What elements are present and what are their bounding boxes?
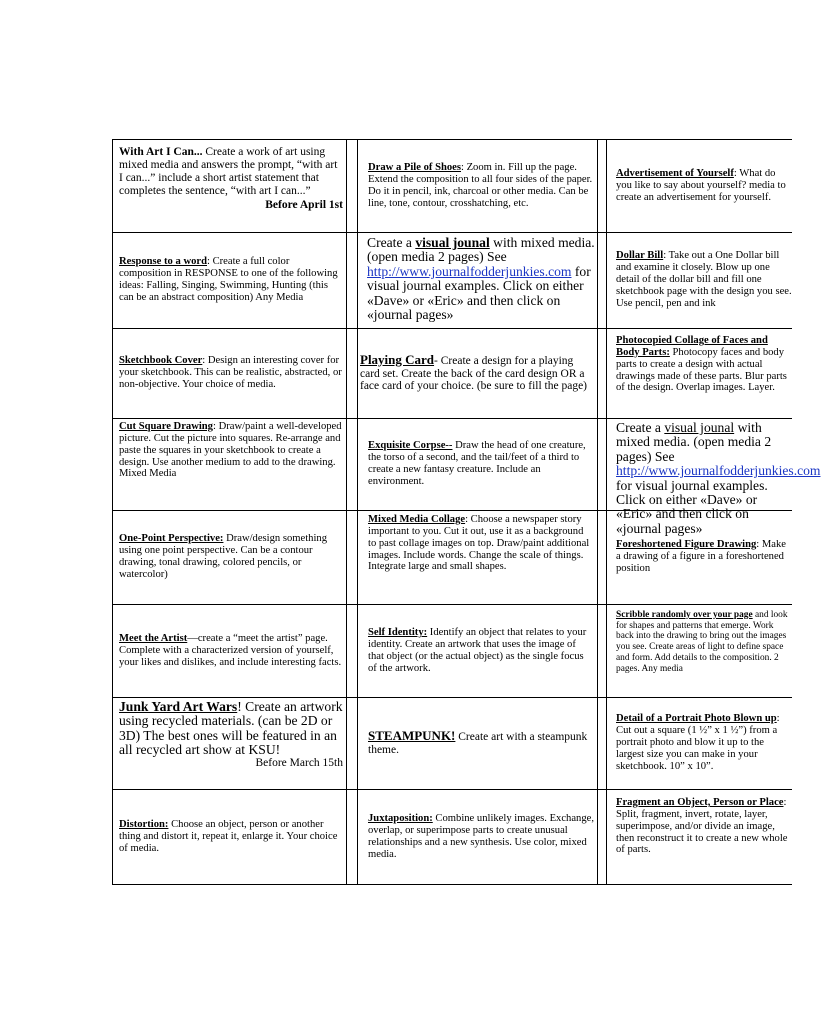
row-divider (112, 884, 792, 885)
assignment-text: : What do you like to say about yourself? media to create an advertisement for yourself. (616, 168, 786, 203)
assignment-cell (119, 607, 343, 695)
row-divider (112, 789, 792, 790)
assignment-cell (616, 700, 792, 786)
assignment-text: with mixed media. (open media 2 pages) See (616, 420, 772, 464)
assignment-deadline: Before March 15th (255, 756, 343, 769)
assignment-title: Distortion: (119, 819, 169, 831)
assignment-cell (368, 700, 594, 786)
assignment-title: visual jounal (664, 420, 735, 435)
assignment-title: Mixed Media Collage (368, 514, 466, 525)
journal-link[interactable]: http://www.journalfodderjunkies.com (616, 463, 821, 479)
assignment-text: : Create a full color composition in RESPONSE to one of the following ideas: Falling, Singing, Swimming, Hunting (this can be an abstract composition) Any Media (119, 256, 338, 303)
row-divider (112, 232, 792, 233)
row-divider (112, 139, 792, 140)
assignment-cell (119, 421, 343, 509)
column-divider (606, 139, 607, 885)
assignment-cell (368, 607, 594, 695)
assignment-text: for visual journal examples. Click on either «Dave» or «Eric» and then click on «journal pages» (367, 263, 591, 323)
column-divider (357, 139, 358, 885)
assignment-cell (616, 235, 792, 325)
assignment-cell (368, 421, 594, 507)
assignment-title: STEAMPUNK! (368, 728, 456, 744)
row-divider (112, 604, 792, 605)
row-divider (112, 418, 792, 419)
assignment-title: Cut Square Drawing (119, 421, 213, 432)
assignment-cell (616, 797, 792, 883)
assignment-text: Create a (367, 235, 416, 250)
assignment-cell (119, 513, 343, 601)
assignment-text: : Split, fragment, invert, rotate, layer, superimpose, and/or divide an image, then reconstruct it to create a new whole of parts. (616, 797, 788, 856)
table-border-left (112, 139, 113, 885)
assignment-title: Self Identity: (368, 627, 428, 639)
assignment-title: Foreshortened Figure Drawing (616, 539, 757, 551)
column-divider (597, 139, 598, 885)
assignment-cell (360, 331, 595, 415)
assignment-cell (119, 792, 343, 882)
assignment-title: With Art I Can... (119, 146, 203, 158)
assignment-cell (368, 143, 594, 229)
assignment-text: ! Create an artwork using recycled materials. (can be 2D or 3D) The best ones will be featured in an all recycled art show at KSU! (119, 699, 343, 758)
assignment-title: Photocopied Collage of Faces and Body Parts: (616, 335, 768, 358)
assignment-cell (616, 420, 821, 536)
assignment-cell (616, 610, 792, 696)
assignment-cell (119, 146, 343, 230)
assignment-title: Detail of a Portrait Photo Blown up (616, 713, 777, 725)
assignment-text: Identify an object that relates to your identity. Create an artwork that uses the image of that object (or the actual object) as the single focus of the artwork. (368, 627, 587, 674)
assignment-text: Choose an object, person or another thing and distort it, repeat it, enlarge it. Your choice of media. (119, 819, 338, 854)
assignment-cell (367, 236, 595, 326)
assignment-text: Combine unlikely images. Exchange, overlap, or superimpose parts to create unusual relationships and a new synthesis. Use color, mixed media. (368, 813, 594, 860)
assignment-text: - Create a design for a playing card set. Create the back of the card design OR a face card of your choice. (be sure to fill the page) (360, 354, 588, 393)
assignment-deadline: Before April 1st (265, 198, 343, 211)
assignment-title: Playing Card (360, 351, 435, 367)
assignment-cell (616, 143, 792, 229)
assignment-cell (368, 792, 594, 882)
assignment-text: : Zoom in. Fill up the page. Extend the composition to all four sides of the paper. Do it in pencil, ink, charcoal or other media. Can be line, tone, contour, crosshatching, etc. (368, 162, 593, 209)
assignment-title: Exquisite Corpse-- (368, 440, 453, 452)
assignment-cell (119, 235, 343, 325)
assignment-cell (616, 513, 792, 601)
assignment-title: Dollar Bill (616, 250, 664, 262)
column-divider (346, 139, 347, 885)
assignment-text: : Make a drawing of a figure in a foreshortened position (616, 539, 786, 574)
assignment-table (112, 139, 821, 885)
assignment-title: Meet the Artist (119, 633, 188, 645)
assignment-text: —create a “meet the artist” page. Complete with a characterized version of yourself, your likes and dislikes, and include interesting facts. (119, 633, 342, 668)
assignment-text: Create a (616, 420, 665, 435)
row-divider (112, 328, 792, 329)
assignment-text: : Draw/paint a well-developed picture. Cut the picture into squares. Re-arrange and paste the squares in your sketchbook to create a design. Use another medium to add to the drawing. Mixed Media (119, 421, 342, 480)
assignment-cell (616, 335, 792, 417)
assignment-text: : Choose a newspaper story important to you. Cut it out, use it as a background to past collage images on top. Draw/paint additional images. Include words. Change the scale of things. Integrate large and small shapes. (368, 514, 590, 573)
assignment-cell (119, 700, 343, 788)
assignment-title: Sketchbook Cover (119, 355, 203, 367)
assignment-text: : Design an interesting cover for your sketchbook. This can be realistic, abstracted, or non-objective. Your choice of media. (119, 355, 342, 390)
assignment-title: Draw a Pile of Shoes (368, 162, 461, 174)
assignment-text: Draw/design something using one point perspective. Can be a contour drawing, tonal drawing, colored pencils, or watercolor) (119, 533, 328, 580)
assignment-cell (119, 331, 343, 415)
assignment-text: Photocopy faces and body parts to create a design with actual drawings made of these parts. Blur parts of the design. Overlap images. Layer. (616, 346, 787, 394)
assignment-title: Advertisement of Yourself (616, 168, 734, 180)
assignment-text: with mixed media. (open media 2 pages) See (367, 235, 595, 265)
assignment-text: and look for shapes and patterns that emerge. Work back into the drawing to bring out the images you see. Create areas of light to define space and form. Add details to the composition. 2 pages. Any media (616, 610, 788, 674)
assignment-title: Scribble randomly over your page (616, 610, 753, 620)
assignment-text: for visual journal examples. Click on either «Dave» or «Eric» and then click on «journal pages» (616, 477, 768, 536)
assignment-text: Create art with a steampunk theme. (368, 731, 588, 756)
assignment-text: : Take out a One Dollar bill and examine it closely. Blow up one detail of the dollar bill and fill one sketchbook page with the design you see. Use pencil, pen and ink (616, 250, 792, 309)
assignment-cell (368, 514, 594, 602)
assignment-title: Junk Yard Art Wars (119, 699, 238, 714)
assignment-text: Draw the head of one creature, the torso of a second, and the tail/feet of a third to create a new fantasy creature. Include an environment. (368, 440, 586, 487)
row-divider (112, 697, 792, 698)
assignment-title: visual jounal (415, 235, 490, 250)
assignment-text: Create a work of art using mixed media and answers the prompt, “with art I can...” include a short artist statement that completes the sentence, “with art I can...” (119, 146, 338, 197)
journal-link[interactable]: http://www.journalfodderjunkies.com (367, 263, 572, 279)
assignment-title: Response to a word (119, 256, 207, 268)
assignment-text: : Cut out a square (1 ½” x 1 ½”) from a portrait photo and blow it up to the largest size you can make in your sketchbook. 10” x 10”. (616, 713, 780, 772)
assignment-title: Juxtaposition: (368, 813, 433, 825)
assignment-title: Fragment an Object, Person or Place (616, 797, 784, 808)
assignment-title: One-Point Perspective: (119, 533, 224, 545)
